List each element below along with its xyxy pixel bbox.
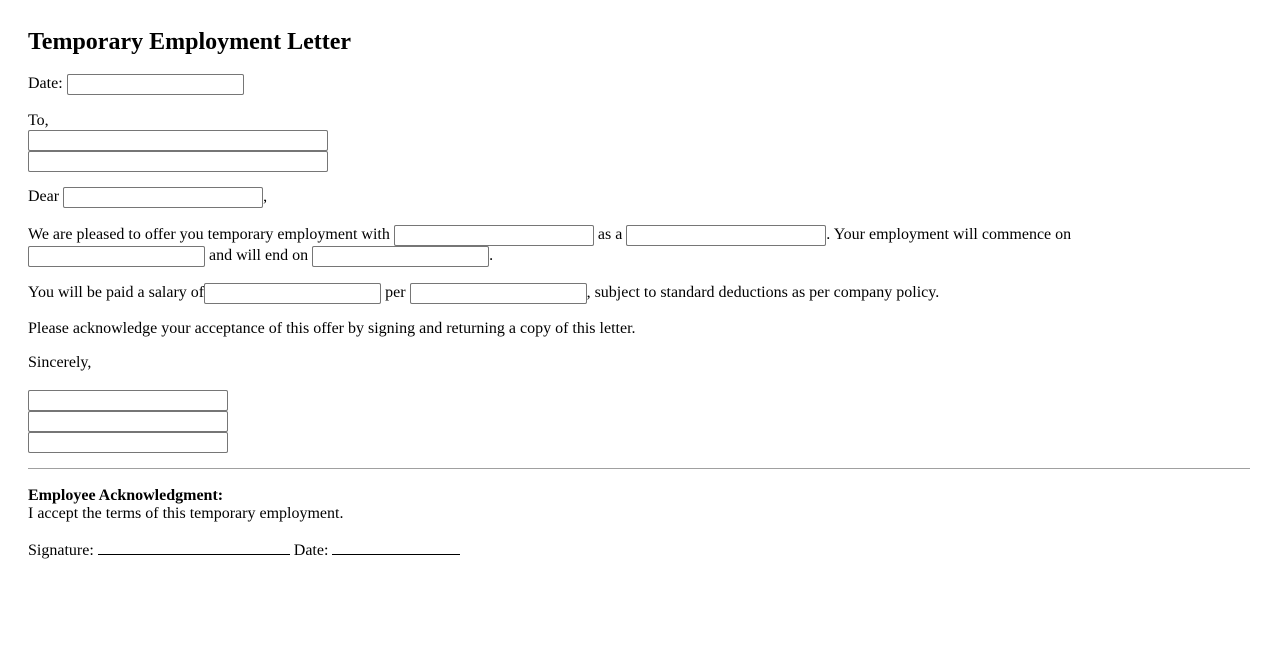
offer-row-1: [28, 225, 1071, 246]
salary-row: [28, 283, 939, 304]
recipient-address-input[interactable]: [28, 151, 328, 172]
salary-period-input[interactable]: [410, 283, 587, 304]
page-title: Temporary Employment Letter: [28, 29, 352, 55]
offer-text-3: . Your employment will commence on: [826, 226, 1072, 244]
employee-ack-heading: Employee Acknowledgment:: [28, 487, 224, 504]
offer-row-2: [28, 246, 493, 267]
end-date-input[interactable]: [312, 246, 489, 267]
salutation-name-input[interactable]: [63, 187, 263, 208]
sender-company-input[interactable]: [28, 432, 228, 453]
date-input[interactable]: [67, 74, 244, 95]
ack-date-label: Date:: [293, 542, 329, 559]
salary-text-3: , subject to standard deductions as per company policy.: [586, 284, 940, 302]
ack-date-blank: [332, 540, 460, 555]
acknowledge-text: Please acknowledge your acceptance of this offer by signing and returning a copy of this letter.: [28, 320, 636, 337]
start-date-input[interactable]: [28, 246, 205, 267]
sender-title-input[interactable]: [28, 411, 228, 432]
section-divider: [28, 468, 1250, 469]
offer-text-1: We are pleased to offer you temporary employment with: [28, 226, 390, 244]
signature-row: [28, 540, 460, 561]
recipient-name-input[interactable]: [28, 130, 328, 151]
company-name-input[interactable]: [394, 225, 594, 246]
offer-text-4: and will end on: [209, 247, 309, 265]
salutation-comma: ,: [263, 188, 268, 206]
offer-text-5: .: [489, 247, 494, 265]
to-label: To,: [28, 112, 49, 129]
salary-text-1: You will be paid a salary of: [28, 284, 205, 302]
date-label: Date:: [28, 75, 63, 93]
position-input[interactable]: [626, 225, 826, 246]
salary-text-2: per: [385, 284, 406, 302]
closing-text: Sincerely,: [28, 354, 92, 371]
dear-label: Dear: [28, 188, 60, 206]
salary-amount-input[interactable]: [204, 283, 381, 304]
signature-blank: [98, 540, 290, 555]
signature-label: Signature:: [28, 542, 94, 559]
date-row: [28, 74, 244, 95]
sender-name-input[interactable]: [28, 390, 228, 411]
offer-text-2: as a: [597, 226, 623, 244]
salutation-row: [28, 187, 267, 208]
employee-ack-statement: I accept the terms of this temporary employment.: [28, 505, 344, 522]
